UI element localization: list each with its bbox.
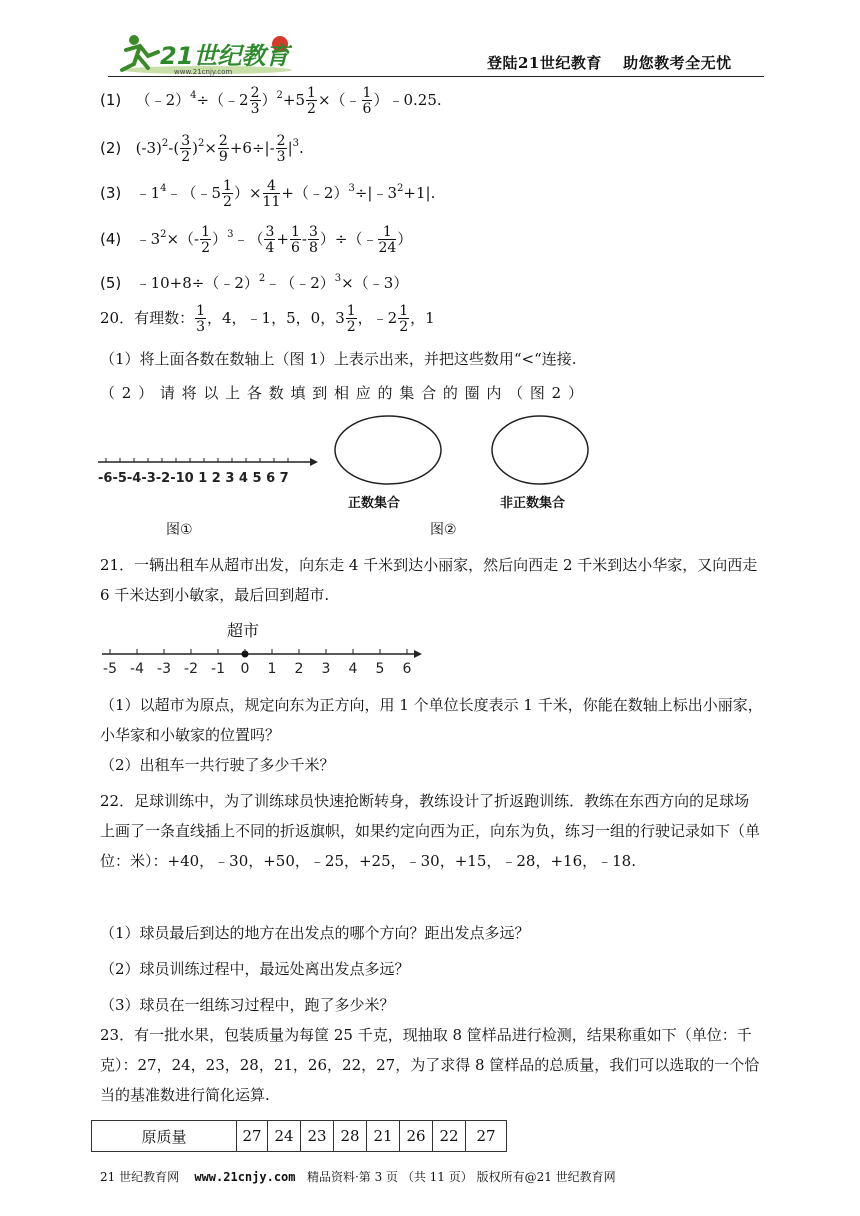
positive-set-ellipse	[335, 416, 441, 484]
positive-set-label: 正数集合	[348, 496, 401, 511]
e4-part: ）	[397, 230, 413, 248]
footer	[100, 1168, 616, 1185]
axis-tick-label: -2	[184, 661, 198, 677]
e3-part: ）×	[233, 184, 262, 202]
exercise-5	[100, 272, 408, 293]
header-rule	[108, 76, 764, 77]
e4-part: ﹣（	[233, 230, 264, 248]
e2-part: .	[299, 139, 304, 157]
axis-tick-label: 0	[240, 661, 250, 677]
exercise-1	[100, 86, 442, 116]
q22-sub1: （1）球员最后到达的地方在出发点的哪个方向？距出发点多远？	[100, 924, 530, 942]
e4-part: -	[301, 230, 307, 248]
axis-tick-label: -4	[130, 661, 144, 677]
e2-part: -(	[168, 139, 180, 157]
logo-url: www.21cnjy.com	[174, 68, 233, 76]
figure-q21-number-line	[100, 644, 430, 678]
exercise-3-label: (3)	[100, 184, 122, 202]
axis-tick-label: 6	[402, 661, 412, 677]
table-row	[92, 1121, 507, 1152]
e2-part: )	[192, 139, 198, 157]
exercise-4-label: (4)	[100, 230, 122, 248]
e1-fraction: $\frac{2}{3}$	[250, 85, 260, 117]
table-cell: 23	[301, 1121, 334, 1152]
e1-fraction: $\frac{1}{2}$	[307, 85, 316, 117]
figure-1-caption: 图①	[166, 522, 193, 538]
e2-fraction: $\frac{3}{2}$	[181, 133, 191, 165]
e1-sup: 4	[190, 90, 197, 101]
q20-sub2: （ 2 ） 请 将 以 上 各 数 填 到 相 应 的 集 合 的 圈 内 （ 图 2 ）	[100, 384, 584, 402]
table-cell: 26	[400, 1121, 433, 1152]
e5-sup: 2	[258, 273, 266, 284]
e1-sup: 2	[276, 90, 283, 101]
e5-part: ﹣（﹣2）	[265, 274, 335, 292]
axis-tick-label: 4	[348, 661, 358, 677]
e4-fraction: $\frac{3}{8}$	[308, 224, 318, 256]
q20-fraction: $\frac{1}{2}$	[399, 303, 409, 335]
footer-site-link[interactable]: www.21cnjy.com	[194, 1170, 296, 1184]
q22-sub3: （3）球员在一组练习过程中，跑了多少米？	[100, 996, 395, 1014]
footer-left: 21 世纪教育网	[100, 1170, 180, 1184]
e2-fraction: $\frac{2}{9}$	[218, 133, 228, 165]
e4-part: ﹣3	[135, 230, 161, 248]
q21-text: 21．一辆出租车从超市出发，向东走 4 千米到达小丽家，然后向西走 2 千米到达小华家，又向西走 6 千米达到小敏家，最后回到超市.	[100, 556, 758, 604]
e4-fraction: $\frac{3}{4}$	[265, 224, 275, 256]
logo-runner-head	[129, 35, 139, 45]
e1-part: ×（﹣	[317, 91, 361, 109]
e3-fraction: $\frac{1}{2}$	[223, 178, 232, 210]
e4-sup: 3	[227, 229, 234, 240]
exercise-1-label: (1)	[100, 91, 122, 109]
e2-sup: 2	[161, 138, 169, 149]
exercise-2	[100, 134, 304, 164]
e3-part: +（﹣2）	[281, 184, 349, 202]
q20-part: ，4，﹣1，5，0，3	[207, 309, 345, 327]
e2-fraction: $\frac{2}{3}$	[276, 133, 286, 165]
q20-part: ，﹣2	[357, 309, 398, 327]
q22-text: 22．足球训练中，为了训练球员快速抢断转身，教练设计了折返跑训练．教练在东西方向的足球场上画了一条直线插上不同的折返旗帜，如果约定向西为正，向东为负，练习一组的行驶记录如下（单位：米）：+40，﹣30，+50，﹣25，+25，﹣30，+15，﹣28，+16，﹣18.	[100, 792, 761, 870]
table-cell: 27	[466, 1121, 507, 1152]
q21-sub1: （1）以超市为原点，规定向东为正方向，用 1 个单位长度表示 1 千米，你能在数轴上标出小丽家，小华家和小敏家的位置吗？	[100, 696, 763, 744]
mass-table	[91, 1120, 507, 1152]
e3-part: ﹣1	[135, 184, 161, 202]
exercise-2-label: (2)	[100, 139, 122, 157]
e4-fraction: $\frac{1}{24}$	[378, 224, 397, 256]
axis-tick-label: -3	[157, 661, 171, 677]
q20-part: ，1	[410, 309, 435, 327]
e1-part: （﹣2）	[135, 91, 191, 109]
e4-fraction: $\frac{1}{2}$	[201, 224, 211, 256]
e4-sup: 2	[160, 229, 167, 240]
q21-sub2: （2）出租车一共行驶了多少千米？	[100, 756, 335, 774]
e4-fraction: $\frac{1}{6}$	[290, 224, 300, 256]
logo	[112, 30, 292, 76]
e3-part: +1|.	[403, 184, 436, 202]
logo-text: 21世纪教育	[160, 42, 290, 70]
e4-part: ×（-	[166, 230, 200, 248]
q20-fraction: $\frac{1}{2}$	[346, 303, 356, 335]
table-cell: 22	[433, 1121, 466, 1152]
q23-text: 23．有一批水果，包装质量为每筐 25 千克，现抽取 8 筐样品进行检测，结果称重如下（单位：千克）：27，24，23，28，21，26，22，27，为了求得 8 筐样品的总质量，我们可以选取的一个恰当的基准数进行简化运算.	[100, 1026, 760, 1104]
e5-part: ﹣10+8÷（﹣2）	[135, 274, 259, 292]
q20-fraction: $\frac{1}{3}$	[196, 303, 206, 335]
table-cell: 28	[334, 1121, 367, 1152]
axis-arrow-icon	[414, 650, 422, 658]
e4-part: ）	[212, 230, 228, 248]
axis-arrow-icon	[310, 458, 318, 466]
e3-fraction: $\frac{4}{11}$	[262, 178, 281, 210]
logo-runner-icon	[122, 46, 158, 70]
e2-part: (-3)	[135, 139, 162, 157]
q20-title: 20．有理数：	[100, 309, 195, 327]
table-row-label: 原质量	[92, 1121, 237, 1152]
market-label: 超市	[227, 621, 260, 640]
axis-tick-label: 5	[375, 661, 385, 677]
exercise-4	[100, 225, 412, 255]
footer-right: 精品资料·第 3 页 （共 11 页） 版权所有@21 世纪教育网	[306, 1170, 616, 1184]
e2-sup: 3	[292, 138, 300, 149]
axis-tick-label: 2	[294, 661, 304, 677]
table-cell: 24	[268, 1121, 301, 1152]
e5-part: ×（﹣3）	[341, 274, 409, 292]
axis-ticks	[103, 649, 412, 677]
figure-2-caption: 图②	[430, 522, 457, 538]
nonpositive-set-ellipse	[492, 416, 588, 484]
q22-sub2: （2）球员训练过程中，最远处离出发点多远？	[100, 960, 410, 978]
e1-fraction: $\frac{1}{6}$	[362, 85, 372, 117]
table-cell: 21	[367, 1121, 400, 1152]
exercise-3	[100, 179, 435, 209]
header-slogan: 登陆21世纪教育 助您教考全无忧	[487, 54, 732, 72]
axis-tick-labels: -6-5-4-3-2-10 1 2 3 4 5 6 7	[98, 471, 289, 486]
e2-sup: 2	[197, 138, 205, 149]
axis-tick-label: 3	[321, 661, 331, 677]
e1-part: ）﹣0.25.	[373, 91, 442, 109]
e4-part: +	[276, 230, 289, 248]
e2-part: ×	[204, 139, 217, 157]
e2-part: |	[287, 139, 293, 157]
exercise-5-label: (5)	[100, 274, 122, 292]
e4-part: ）÷（﹣	[319, 230, 378, 248]
e1-part: +5	[282, 91, 306, 109]
axis-tick-label: 1	[267, 661, 277, 677]
figure-1-number-line	[96, 452, 326, 492]
axis-tick-label: -5	[103, 661, 117, 677]
e3-part: ÷|﹣3	[354, 184, 398, 202]
e1-part: ）	[261, 91, 277, 109]
e3-part: ﹣（﹣5	[166, 184, 222, 202]
e3-sup: 2	[397, 183, 404, 194]
axis-tick-label: -1	[211, 661, 225, 677]
e1-part: ÷（﹣2	[196, 91, 249, 109]
e2-part: +6÷|-	[229, 139, 275, 157]
q20-numbers	[100, 304, 435, 334]
table-cell: 27	[237, 1121, 268, 1152]
e3-sup: 3	[348, 183, 355, 194]
nonpositive-set-label: 非正数集合	[500, 496, 566, 511]
e3-sup: 4	[160, 183, 167, 194]
q20-sub1: （1）将上面各数在数轴上（图 1）上表示出来，并把这些数用“<“连接.	[100, 350, 577, 368]
e5-sup: 3	[334, 273, 342, 284]
